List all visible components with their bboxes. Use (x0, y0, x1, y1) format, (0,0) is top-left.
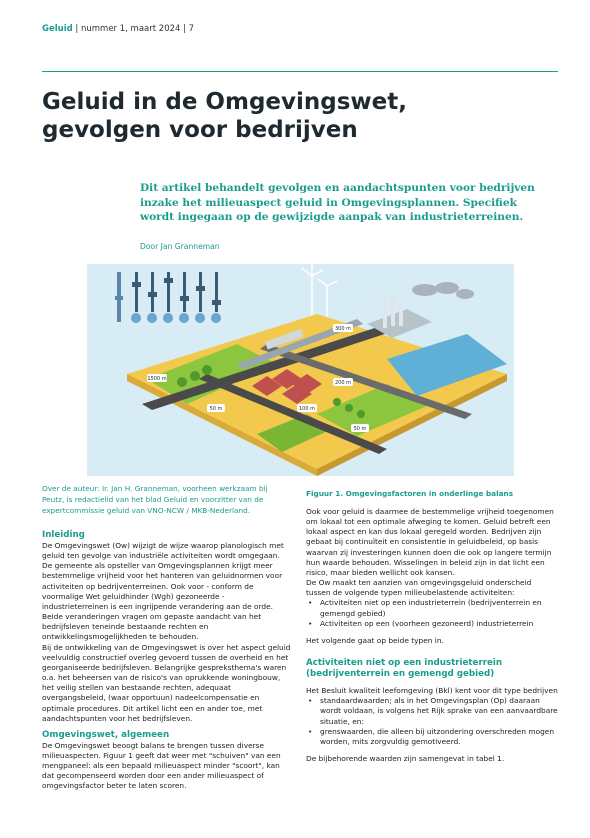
journal-name: Geluid (42, 24, 73, 34)
running-header (42, 24, 194, 34)
distance-label-3: 200 m (334, 380, 352, 386)
heading-niet-industrieterrein: Activiteiten niet op een industrieterrein (bedrijventerrein en gemengd gebied) (306, 658, 503, 680)
list-item: • Activiteiten op een (voorheen gezoneerd) industrieterrein (306, 619, 558, 629)
issue-info: | nummer 1, maart 2024 | 7 (75, 24, 195, 34)
paragraph: Het Besluit kwaliteit leefomgeving (Bkl) kent voor dit type bedrijven (306, 686, 558, 696)
bullet-list (306, 696, 558, 747)
title-line-1: Geluid in de Omgevingswet, (42, 89, 407, 115)
list-item: • Activiteiten niet op een industrieterrein (bedrijventerrein en gemengd gebied) (306, 598, 558, 618)
distance-label-1: 300 m (334, 326, 352, 332)
paragraph: Het volgende gaat op beide typen in. (306, 635, 444, 645)
article-title (42, 88, 552, 144)
lead-paragraph: Dit artikel behandelt gevolgen en aandachtspunten voor bedrijven inzake het milieuaspect geluid in Omgevingsplannen. Specifiek wordt ingegaan op de gewijzigde aanpak van industrieterreinen. (140, 182, 535, 224)
distance-label-5: 50 m (209, 406, 223, 412)
distance-label-4: 100 m (298, 406, 316, 412)
distance-label-2: 1500 m (147, 376, 167, 382)
paragraph: De Omgevingswet beoogt balans te brengen tussen diverse milieuaspecten. Figuur 1 geeft dat weer met "schuiven" van een mengpaneel: als een bepaald milieuaspect minder "scoort", kan dat gecompenseerd worden door een ander milieuaspect of omgevingsfactor beter te laten scoren. (42, 740, 281, 791)
figure-illustration (87, 264, 514, 476)
paragraph: De bijbehorende waarden zijn samengevat in tabel 1. (306, 753, 505, 763)
bullet-list (306, 598, 558, 628)
distance-label-6: 50 m (353, 426, 367, 432)
author-note: Over de auteur: Ir. Jan H. Granneman, voorheen werkzaam bij Peutz, is redactielid van het blad Geluid en voorzitter van de expertcommissie geluid van VNO-NCW / MKB-Nederland. (42, 484, 268, 515)
title-line-2: gevolgen voor bedrijven (42, 117, 358, 143)
heading-inleiding: Inleiding (42, 530, 85, 540)
author-byline: Door Jan Granneman (140, 242, 220, 251)
paragraph: De Ow maakt ten aanzien van omgevingsgeluid onderscheid tussen de volgende typen milieubelastende activiteiten: (306, 578, 532, 598)
paragraph: De Omgevingswet (Ow) wijzigt de wijze waarop planologisch met geluid ten gevolge van industriële activiteiten wordt omgegaan. De gemeente als opsteller van Omgevingsplannen krijgt meer bestemmelige vrijheid voor het hanteren van geluidnormen voor activiteiten op bedrijventerreinen. Ook voor - conform de voormalige Wet geluidhinder (Wgh) gezoneerde - industrieterreinen is een ingrijpende verandering aan de orde. Beide veranderingen vragen om gepaste aandacht van het bedrijfsleven teneinde bestaande rechten en ontwikkelingsmogelijkheden te behouden. (42, 541, 284, 642)
list-item: • grenswaarden, die alleen bij uitzondering overschreden mogen worden, mits zorgvuldig gemotiveerd. (306, 727, 558, 747)
header-rule (42, 71, 558, 72)
heading-algemeen: Omgevingswet, algemeen (42, 729, 170, 740)
list-item: • standaardwaarden; als in het Omgevingsplan (Op) daaraan wordt voldaan, is volgens het Rijk sprake van een aanvaardbare situatie, en: (306, 696, 558, 726)
right-column (306, 507, 558, 764)
left-column (42, 530, 292, 792)
figure-caption: Figuur 1. Omgevingsfactoren in onderlinge balans (306, 489, 514, 498)
paragraph: Bij de ontwikkeling van de Omgevingswet is over het aspect geluid veelvuldig constructief overleg gevoerd tussen de overheid en het georganiseerde bedrijfsleven. Belangrijke gespreksthema's waren o.a. het beheersen van de risico's van oprukkende woningbouw, het veilig stellen van bestaande rechten, adequaat overgangsbeleid, (waar opportuun) nadeelcompensatie en optimale procedures. Dit artikel licht een en ander toe, met aandachtspunten voor het bedrijfsleven. (42, 642, 291, 723)
paragraph: Ook voor geluid is daarmee de bestemmelige vrijheid toegenomen om lokaal tot een optimale afweging te komen. Geluid betreft een lokaal aspect en kan dus lokaal geregeld worden. Bedrijven zijn gebaat bij continuïteit en consistentie in geluidbeleid, op basis waarvan zij investeringen kunnen doen die ook op langere termijn hun waarde behouden. Wisselingen in beleid zijn in dat licht een risico, maar bieden wellicht ook kansen. (306, 507, 554, 577)
